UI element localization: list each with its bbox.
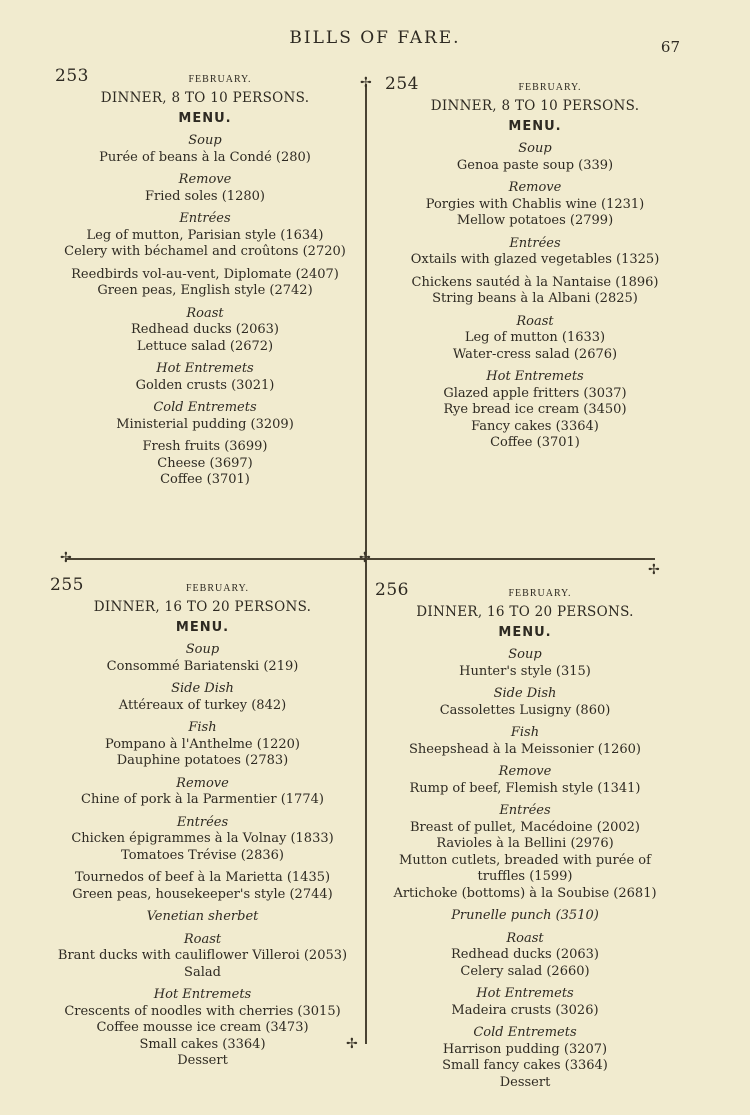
menu-dish: Brant ducks with cauliflower Villeroi (2053) [57,948,348,963]
menu-course [50,720,355,770]
menu-dish: Breast of pullet, Macédoine (2002) [410,819,640,835]
menu-number: 253 [55,66,89,86]
menu-course [375,725,675,758]
menu-dish: Pompano à l'Anthelme (1220) [105,736,300,752]
menu-month: FEBRUARY. [518,82,582,93]
menu-dish: Celery salad (2660) [460,963,590,979]
menu-dish: Cassolettes Lusigny (860) [439,702,611,718]
menu-course [385,180,685,230]
course-name: Hot Entremets [476,986,574,1001]
divider-ornament-center: ✢ [359,550,371,566]
menu-title: MENU. [178,110,232,126]
divider-ornament-right: ✢ [648,562,660,578]
menu-dish: Golden crusts (3021) [135,377,275,393]
menu-dinner-heading: DINNER, 8 TO 10 PERSONS. [100,90,310,106]
menu-course [55,267,355,300]
course-name: Hot Entremets [156,361,254,376]
menu-253 [55,68,355,489]
course-name: Side Dish [493,686,557,701]
course-name: Roast [183,931,222,947]
course-name: Entrées [176,814,229,830]
course-name: Cold Entremets [473,1025,577,1040]
course-name: Venetian sherbet [146,909,259,924]
menu-dish: Attéreaux of turkey (842) [118,697,287,713]
page-header: BILLS OF FARE. [289,28,461,48]
menu-course [375,931,675,981]
menu-course [375,647,675,680]
menu-dish: Oxtails with glazed vegetables (1325) [410,252,660,267]
menu-course [50,681,355,714]
menu-dish: Green peas, English style (2742) [97,283,313,298]
course-name: Roast [516,313,554,329]
menu-course [375,908,675,925]
course-name: Fish [510,725,540,740]
menu-dish: Leg of mutton (1633) [464,330,606,345]
course-name: Hot Entremets [486,369,584,384]
menu-dish: Fried soles (1280) [145,188,265,204]
menu-course [385,314,685,364]
menu-dish: Mutton cutlets, breaded with purée of truffles (1599) [399,852,651,884]
menu-course [50,987,355,1070]
menu-dish: Rump of beef, Flemish style (1341) [409,780,641,796]
menu-number: 255 [50,575,84,595]
menu-dish: Sheepshead à la Meissonier (1260) [409,741,641,757]
menu-dish: Ministerial pudding (3209) [116,416,294,432]
menu-dish: Genoa paste soup (339) [456,157,614,173]
menu-course [50,815,355,865]
menu-month: FEBRUARY. [185,583,249,594]
divider-ornament-left: ✢ [60,550,72,566]
menu-dish: Artichoke (bottoms) à la Soubise (2681) [393,885,657,901]
course-name: Hot Entremets [153,987,252,1002]
menu-dish: Glazed apple fritters (3037) [443,385,627,401]
course-name: Remove [176,775,229,791]
menu-course [55,172,355,205]
menu-dish: Fresh fruits (3699) [142,439,268,454]
divider-ornament-top: ✢ [360,75,372,91]
menu-dish: Celery with béchamel and croûtons (2720) [64,244,346,259]
menu-dish: Green peas, housekeeper's style (2744) [72,886,333,902]
course-name: Entrées [499,803,551,818]
menu-course [55,306,355,356]
menu-dinner-heading: DINNER, 8 TO 10 PERSONS. [430,98,640,114]
menu-month: FEBRUARY. [188,74,252,85]
menu-dish: Cheese (3697) [157,455,253,471]
menu-course [375,1025,675,1091]
menu-dish: Ravioles à la Bellini (2976) [436,836,614,851]
menu-course [50,909,355,926]
menu-dish: Tomatoes Trévise (2836) [121,847,284,863]
course-name: Soup [508,647,542,662]
menu-course [375,803,675,902]
menu-dish: Chicken épigrammes à la Volnay (1833) [71,831,334,846]
menu-254 [385,76,685,452]
menu-course [50,932,355,982]
menu-dish: Crescents of noodles with cherries (3015) [64,1003,341,1019]
divider-ornament-bottom: ✢ [346,1036,358,1052]
menu-dish: Chickens sautéd à la Nantaise (1896) [411,274,659,290]
menu-course [50,776,355,809]
menu-course [55,400,355,433]
menu-course [50,870,355,903]
menu-course [385,141,685,174]
menu-number: 256 [375,580,409,600]
course-name: Roast [186,305,224,321]
menu-title: MENU. [508,118,562,134]
menu-dish: Harrison pudding (3207) [442,1041,608,1057]
menu-dish: Fancy cakes (3364) [471,418,599,434]
menu-dish: Mellow potatoes (2799) [456,213,614,228]
menu-dish: Water-cress salad (2676) [452,346,618,362]
menu-dish: Lettuce salad (2672) [136,338,274,354]
menu-dish: Porgies with Chablis wine (1231) [425,196,645,212]
menu-dish: Coffee (3701) [160,472,250,487]
menu-dish: Small cakes (3364) [139,1036,266,1052]
menu-dinner-heading: DINNER, 16 TO 20 PERSONS. [416,604,634,620]
menu-dish: Dessert [499,1074,551,1090]
course-name: Soup [185,642,220,657]
menu-dish: Chine of pork à la Parmentier (1774) [81,792,324,807]
menu-dinner-heading: DINNER, 16 TO 20 PERSONS. [93,599,312,615]
menu-dish: Small fancy cakes (3364) [442,1058,608,1073]
course-name: Side Dish [171,681,234,696]
menu-dish: Rye bread ice cream (3450) [443,402,627,417]
menu-dish: Redhead ducks (2063) [451,947,599,962]
menu-dish: Coffee mousse ice cream (3473) [96,1020,309,1035]
menu-course [375,686,675,719]
menu-course [385,369,685,452]
menu-dish: Reedbirds vol-au-vent, Diplomate (2407) [71,266,339,282]
course-name: Remove [498,764,552,779]
course-name: Soup [518,141,552,156]
menu-course [50,642,355,675]
menu-dish: Tournedos of beef à la Marietta (1435) [74,870,331,885]
menu-255 [50,577,355,1070]
course-name: Entrées [179,211,231,226]
menu-number: 254 [385,74,419,94]
menu-month: FEBRUARY. [508,588,572,599]
menu-256 [375,582,675,1091]
menu-course [375,764,675,797]
menu-dish: Hunter's style (315) [459,663,591,679]
menu-dish: Dessert [177,1053,228,1068]
course-name: Cold Entremets [153,400,257,415]
menu-title: MENU. [175,619,230,635]
course-name: Remove [178,172,232,187]
menu-dish: Dauphine potatoes (2783) [116,753,289,768]
menu-course [55,439,355,489]
menu-course [385,275,685,308]
menu-course [55,211,355,261]
course-name: Roast [506,930,544,946]
menu-dish: Madeira crusts (3026) [451,1002,599,1018]
menu-course [55,361,355,394]
menu-course [385,236,685,269]
course-name: Entrées [509,235,561,251]
menu-dish: Redhead ducks (2063) [131,322,279,337]
menu-dish: Salad [184,964,221,980]
menu-course [55,133,355,166]
menu-dish: String beans à la Albani (2825) [432,291,638,306]
course-name: Soup [188,133,222,148]
menu-dish: Coffee (3701) [490,435,580,450]
course-name: Fish [188,720,217,735]
menu-dish: Leg of mutton, Parisian style (1634) [86,227,324,243]
course-name: Prunelle punch (3510) [451,908,599,923]
menu-title: MENU. [498,624,552,640]
menu-dish: Consommé Bariatenski (219) [106,658,299,674]
course-name: Remove [508,180,562,195]
menu-course [375,986,675,1019]
page-number: 67 [660,38,680,56]
menu-dish: Purée of beans à la Condé (280) [99,149,311,165]
